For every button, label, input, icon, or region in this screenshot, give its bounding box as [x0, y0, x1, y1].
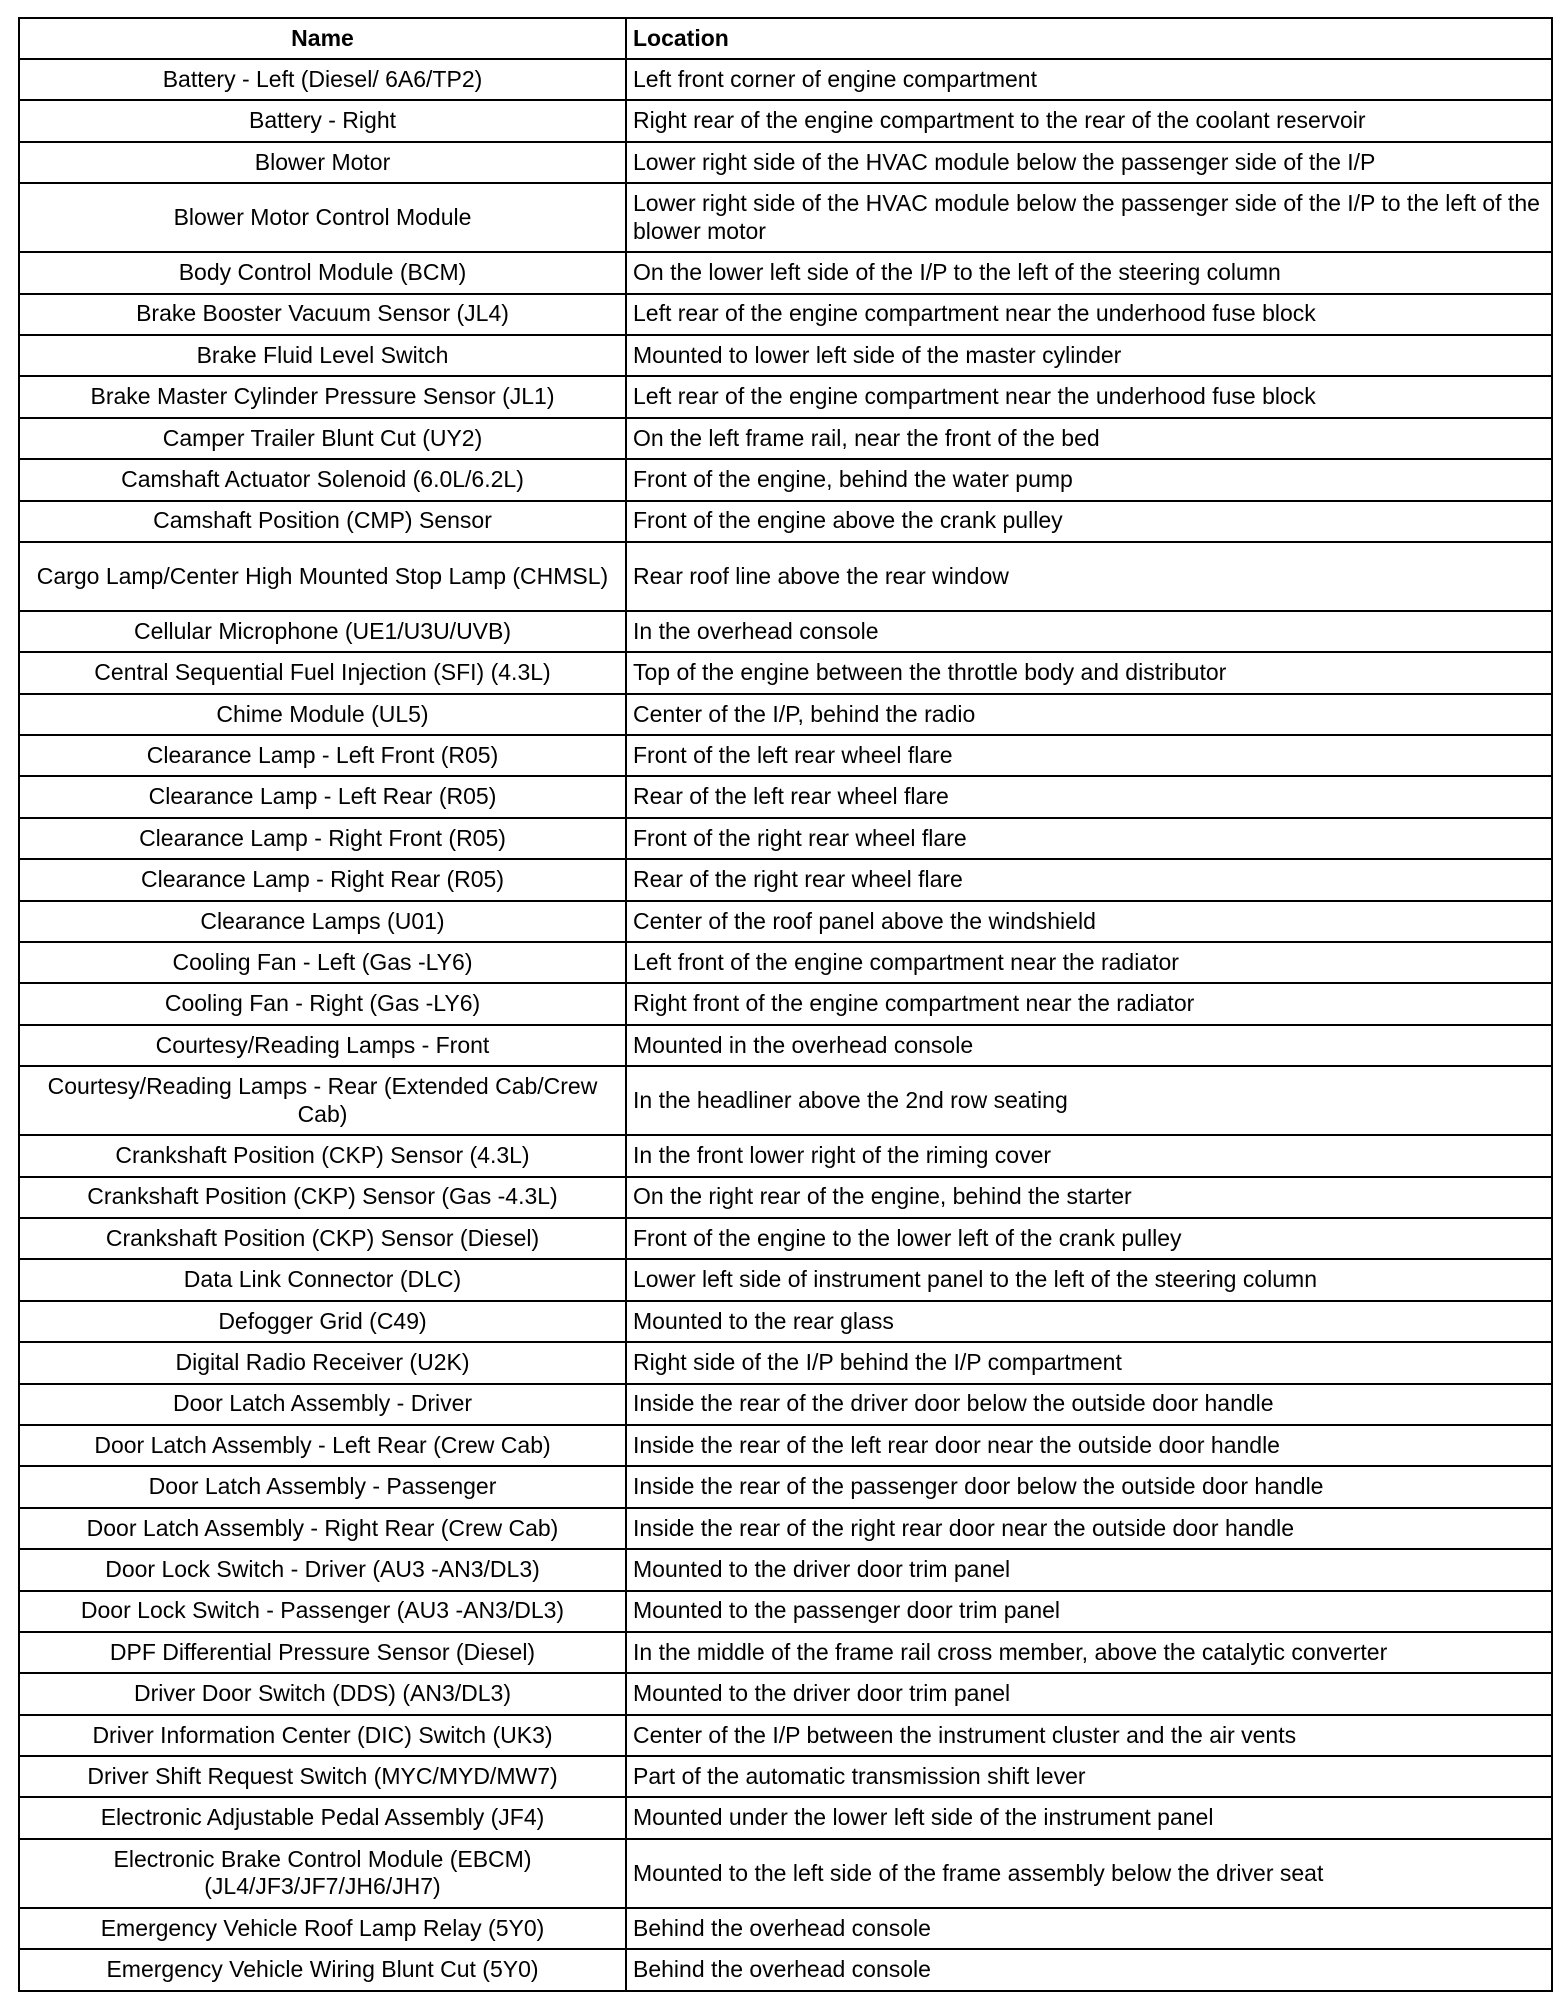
component-name-cell: Clearance Lamp - Right Front (R05): [19, 818, 626, 859]
table-row: [19, 142, 1552, 183]
component-name-cell: Battery - Left (Diesel/ 6A6/TP2): [19, 59, 626, 100]
component-location-cell: Center of the roof panel above the windshield: [626, 901, 1552, 942]
component-name-cell: Door Latch Assembly - Passenger: [19, 1466, 626, 1507]
component-location-cell: Mounted under the lower left side of the instrument panel: [626, 1797, 1552, 1838]
component-location-cell: Lower right side of the HVAC module below the passenger side of the I/P: [626, 142, 1552, 183]
component-name-cell: Clearance Lamp - Left Rear (R05): [19, 776, 626, 817]
component-location-cell: Center of the I/P, behind the radio: [626, 694, 1552, 735]
component-name-cell: Clearance Lamp - Right Rear (R05): [19, 859, 626, 900]
table-row: [19, 901, 1552, 942]
table-row: [19, 1066, 1552, 1135]
column-header-location: Location: [626, 18, 1552, 59]
table-row: [19, 859, 1552, 900]
table-row: [19, 542, 1552, 611]
component-location-cell: Front of the right rear wheel flare: [626, 818, 1552, 859]
component-location-cell: Mounted to the rear glass: [626, 1301, 1552, 1342]
component-name-cell: Crankshaft Position (CKP) Sensor (Diesel): [19, 1218, 626, 1259]
component-name-cell: Data Link Connector (DLC): [19, 1259, 626, 1300]
table-row: [19, 1218, 1552, 1259]
component-location-cell: Lower left side of instrument panel to the left of the steering column: [626, 1259, 1552, 1300]
table-row: [19, 776, 1552, 817]
component-name-cell: Clearance Lamps (U01): [19, 901, 626, 942]
component-name-cell: Chime Module (UL5): [19, 694, 626, 735]
component-location-cell: Front of the engine, behind the water pump: [626, 459, 1552, 500]
component-name-cell: Door Latch Assembly - Right Rear (Crew Cab): [19, 1508, 626, 1549]
component-location-cell: Inside the rear of the driver door below the outside door handle: [626, 1384, 1552, 1425]
component-name-cell: DPF Differential Pressure Sensor (Diesel): [19, 1632, 626, 1673]
component-name-cell: Blower Motor: [19, 142, 626, 183]
component-name-cell: Battery - Right: [19, 100, 626, 141]
component-location-cell: Left front of the engine compartment near the radiator: [626, 942, 1552, 983]
component-location-cell: Right front of the engine compartment near the radiator: [626, 983, 1552, 1024]
table-row: [19, 459, 1552, 500]
component-location-cell: Front of the engine above the crank pulley: [626, 501, 1552, 542]
table-row: [19, 1384, 1552, 1425]
component-location-cell: Mounted in the overhead console: [626, 1025, 1552, 1066]
table-row: [19, 652, 1552, 693]
component-name-cell: Crankshaft Position (CKP) Sensor (Gas -4.3L): [19, 1177, 626, 1218]
component-location-cell: Mounted to the driver door trim panel: [626, 1549, 1552, 1590]
table-row: [19, 1508, 1552, 1549]
table-row: [19, 1135, 1552, 1176]
table-body: [19, 59, 1552, 1991]
component-location-cell: Behind the overhead console: [626, 1908, 1552, 1949]
component-location-table: [18, 17, 1553, 1992]
component-name-cell: Door Latch Assembly - Left Rear (Crew Cab): [19, 1425, 626, 1466]
component-name-cell: Blower Motor Control Module: [19, 183, 626, 252]
component-location-cell: Lower right side of the HVAC module below the passenger side of the I/P to the left of the blower motor: [626, 183, 1552, 252]
table-row: [19, 1839, 1552, 1908]
table-row: [19, 1025, 1552, 1066]
component-name-cell: Camshaft Position (CMP) Sensor: [19, 501, 626, 542]
table-row: [19, 418, 1552, 459]
component-name-cell: Cellular Microphone (UE1/U3U/UVB): [19, 611, 626, 652]
table-row: [19, 735, 1552, 776]
component-location-cell: Rear roof line above the rear window: [626, 542, 1552, 611]
component-name-cell: Camshaft Actuator Solenoid (6.0L/6.2L): [19, 459, 626, 500]
table-row: [19, 611, 1552, 652]
table-row: [19, 1715, 1552, 1756]
component-location-cell: Right rear of the engine compartment to the rear of the coolant reservoir: [626, 100, 1552, 141]
component-location-cell: Front of the engine to the lower left of the crank pulley: [626, 1218, 1552, 1259]
table-row: [19, 1301, 1552, 1342]
component-name-cell: Body Control Module (BCM): [19, 252, 626, 293]
table-row: [19, 942, 1552, 983]
component-location-cell: On the left frame rail, near the front of the bed: [626, 418, 1552, 459]
component-location-cell: Rear of the left rear wheel flare: [626, 776, 1552, 817]
table-row: [19, 294, 1552, 335]
component-location-cell: In the front lower right of the riming cover: [626, 1135, 1552, 1176]
component-name-cell: Courtesy/Reading Lamps - Rear (Extended Cab/Crew Cab): [19, 1066, 626, 1135]
component-location-cell: Mounted to lower left side of the master cylinder: [626, 335, 1552, 376]
table-row: [19, 1425, 1552, 1466]
component-name-cell: Door Lock Switch - Passenger (AU3 -AN3/DL3): [19, 1591, 626, 1632]
component-name-cell: Emergency Vehicle Wiring Blunt Cut (5Y0): [19, 1949, 626, 1990]
component-name-cell: Driver Door Switch (DDS) (AN3/DL3): [19, 1673, 626, 1714]
table-row: [19, 1908, 1552, 1949]
component-location-cell: Center of the I/P between the instrument cluster and the air vents: [626, 1715, 1552, 1756]
component-location-cell: Mounted to the left side of the frame assembly below the driver seat: [626, 1839, 1552, 1908]
component-location-cell: On the lower left side of the I/P to the left of the steering column: [626, 252, 1552, 293]
table-row: [19, 1342, 1552, 1383]
component-location-cell: Part of the automatic transmission shift lever: [626, 1756, 1552, 1797]
table-row: [19, 1673, 1552, 1714]
component-name-cell: Door Lock Switch - Driver (AU3 -AN3/DL3): [19, 1549, 626, 1590]
component-location-cell: Top of the engine between the throttle body and distributor: [626, 652, 1552, 693]
component-name-cell: Clearance Lamp - Left Front (R05): [19, 735, 626, 776]
component-name-cell: Electronic Brake Control Module (EBCM) (JL4/JF3/JF7/JH6/JH7): [19, 1839, 626, 1908]
component-location-cell: Front of the left rear wheel flare: [626, 735, 1552, 776]
component-location-cell: Inside the rear of the passenger door below the outside door handle: [626, 1466, 1552, 1507]
component-location-cell: In the overhead console: [626, 611, 1552, 652]
component-name-cell: Central Sequential Fuel Injection (SFI) (4.3L): [19, 652, 626, 693]
table-row: [19, 335, 1552, 376]
component-location-cell: Behind the overhead console: [626, 1949, 1552, 1990]
component-name-cell: Brake Booster Vacuum Sensor (JL4): [19, 294, 626, 335]
component-location-cell: Left rear of the engine compartment near the underhood fuse block: [626, 376, 1552, 417]
component-location-cell: In the headliner above the 2nd row seating: [626, 1066, 1552, 1135]
component-name-cell: Brake Fluid Level Switch: [19, 335, 626, 376]
component-location-cell: In the middle of the frame rail cross member, above the catalytic converter: [626, 1632, 1552, 1673]
table-row: [19, 1756, 1552, 1797]
component-location-cell: Mounted to the passenger door trim panel: [626, 1591, 1552, 1632]
component-name-cell: Cooling Fan - Right (Gas -LY6): [19, 983, 626, 1024]
table-row: [19, 983, 1552, 1024]
component-name-cell: Brake Master Cylinder Pressure Sensor (JL1): [19, 376, 626, 417]
component-name-cell: Camper Trailer Blunt Cut (UY2): [19, 418, 626, 459]
table-row: [19, 818, 1552, 859]
table-row: [19, 1177, 1552, 1218]
table-header-row: [19, 18, 1552, 59]
table-row: [19, 1259, 1552, 1300]
table-row: [19, 694, 1552, 735]
table-row: [19, 1949, 1552, 1990]
component-location-table-container: [18, 17, 1551, 1992]
table-row: [19, 252, 1552, 293]
component-name-cell: Defogger Grid (C49): [19, 1301, 626, 1342]
component-name-cell: Cooling Fan - Left (Gas -LY6): [19, 942, 626, 983]
component-location-cell: Left rear of the engine compartment near the underhood fuse block: [626, 294, 1552, 335]
table-row: [19, 1632, 1552, 1673]
table-row: [19, 183, 1552, 252]
table-row: [19, 501, 1552, 542]
component-name-cell: Courtesy/Reading Lamps - Front: [19, 1025, 626, 1066]
table-row: [19, 376, 1552, 417]
table-row: [19, 59, 1552, 100]
component-location-cell: Inside the rear of the left rear door near the outside door handle: [626, 1425, 1552, 1466]
component-location-cell: On the right rear of the engine, behind the starter: [626, 1177, 1552, 1218]
component-name-cell: Door Latch Assembly - Driver: [19, 1384, 626, 1425]
component-location-cell: Right side of the I/P behind the I/P compartment: [626, 1342, 1552, 1383]
component-location-cell: Rear of the right rear wheel flare: [626, 859, 1552, 900]
component-name-cell: Electronic Adjustable Pedal Assembly (JF4): [19, 1797, 626, 1838]
component-name-cell: Digital Radio Receiver (U2K): [19, 1342, 626, 1383]
component-location-cell: Mounted to the driver door trim panel: [626, 1673, 1552, 1714]
component-name-cell: Emergency Vehicle Roof Lamp Relay (5Y0): [19, 1908, 626, 1949]
table-row: [19, 1549, 1552, 1590]
table-row: [19, 100, 1552, 141]
table-row: [19, 1797, 1552, 1838]
component-name-cell: Crankshaft Position (CKP) Sensor (4.3L): [19, 1135, 626, 1176]
component-name-cell: Driver Shift Request Switch (MYC/MYD/MW7): [19, 1756, 626, 1797]
component-name-cell: Cargo Lamp/Center High Mounted Stop Lamp (CHMSL): [19, 542, 626, 611]
component-location-cell: Left front corner of engine compartment: [626, 59, 1552, 100]
column-header-name: Name: [19, 18, 626, 59]
table-row: [19, 1591, 1552, 1632]
component-location-cell: Inside the rear of the right rear door near the outside door handle: [626, 1508, 1552, 1549]
table-row: [19, 1466, 1552, 1507]
component-name-cell: Driver Information Center (DIC) Switch (UK3): [19, 1715, 626, 1756]
